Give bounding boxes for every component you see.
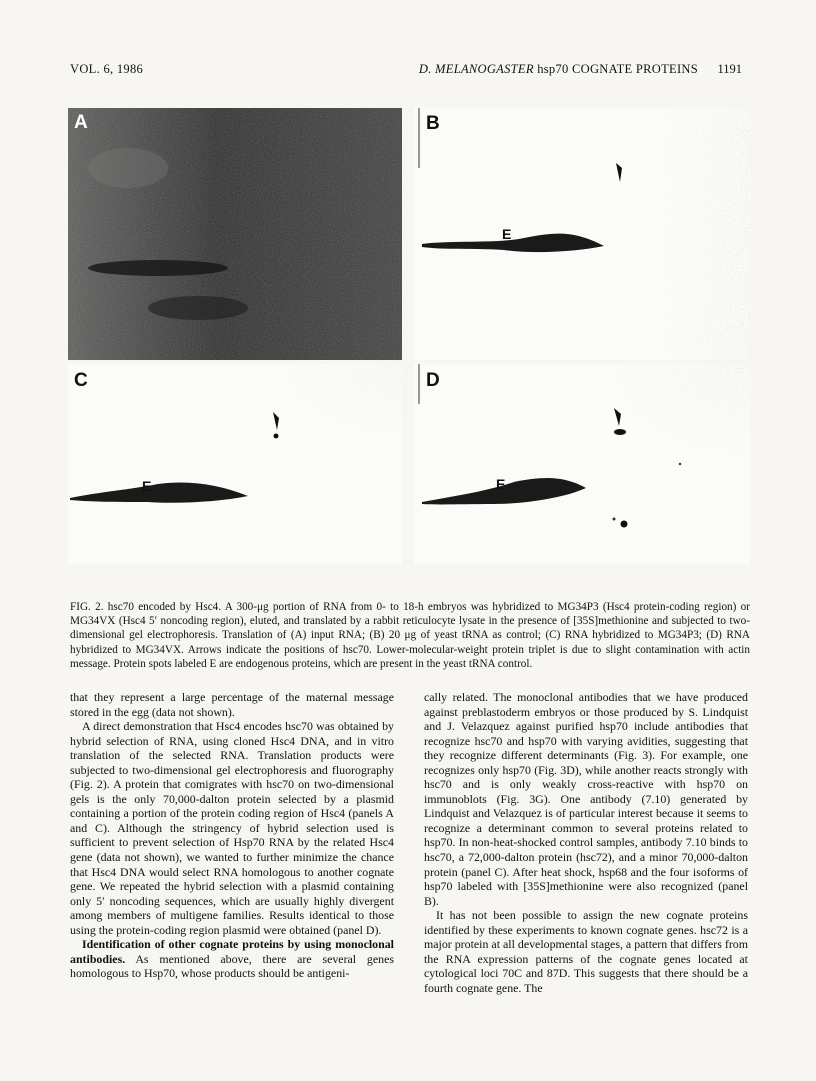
running-title <box>419 62 698 77</box>
figure-caption: FIG. 2. hsc70 encoded by Hsc4. A 300-μg portion of RNA from 0- to 18-h embryos was hybridized to MG34P3 (Hsc4 protein-coding region) or MG34VX (Hsc4 5′ noncoding region), eluted, and translated by a rabbit reticulocyte lysate in the presence of [35S]methionine and subjected to two-dimensional gel electrophoresis. Translation of (A) input RNA; (B) 20 μg of yeast tRNA as control; (C) RNA hybridized to MG34P3; (D) RNA hybridized to MG34VX. Arrows indicate the positions of hsc70. Lower-molecular-weight protein triplet is due to slight contamination with actin message. Protein spots labeled E are endogenous proteins, which are present in the yeast tRNA control. <box>70 601 750 670</box>
running-title-rest: hsp70 COGNATE PROTEINS <box>533 62 698 76</box>
section-heading: Identification of other cognate proteins by using monoclonal antibodies. <box>70 937 394 966</box>
panel-letter-c: C <box>74 370 88 391</box>
left-column <box>70 690 394 981</box>
right-column <box>424 690 748 995</box>
running-head <box>70 62 742 80</box>
gel-c-image <box>68 364 402 564</box>
left-paragraph-3 <box>70 937 394 981</box>
gel-panel-c <box>68 364 402 564</box>
gel-d-image <box>414 364 750 564</box>
panel-letter-a: A <box>74 112 88 133</box>
page-number: 1191 <box>717 62 742 76</box>
right-paragraph-1: cally related. The monoclonal antibodies that we have produced against preblastoderm embryos or those produced by S. Lindquist and J. Velazquez against purified hsp70 include antibodies that recognize hsc70 and hsp70 with varying avidities, suggesting that they recognize different determinants (Fig. 3). For example, one recognizes only hsp70 (Fig. 3D), while another reacts strongly with hsc70 and is only weakly cross-reactive with hsp70 on immunoblots (Fig. 3G). One antibody (7.10) generated by Lindquist and Velazquez is of particular interest because it seems to recognize a determinant common to several proteins related to hsp70. In non-heat-shocked control samples, antibody 7.10 binds to hsc70, a 72,000-dalton protein (hsc72), and a minor 70,000-dalton protein (panel C). After heat shock, hsp68 and the four isoforms of hsp70 labeled with [35S]methionine were also recognized (panel B). <box>424 690 748 908</box>
spot-label-e-c: E <box>142 478 152 494</box>
left-paragraph-3-text: As mentioned above, there are several genes homologous to Hsp70, whose products should be antigeni- <box>70 951 394 981</box>
panel-letter-d: D <box>426 370 440 391</box>
right-paragraph-2: It has not been possible to assign the new cognate proteins identified by these experiments to known cognate genes. hsc72 is a major protein at all developmental stages, a pattern that differs from the RNA expression patterns of the cognate genes located at cytological loci 70C and 87D. This suggests that there should be a fourth cognate gene. The <box>424 908 748 995</box>
panel-letter-b: B <box>426 113 440 134</box>
gel-panel-b <box>414 108 750 360</box>
spot-label-e-d: E <box>496 476 506 492</box>
gel-panel-d <box>414 364 750 564</box>
spot-label-e-b: E <box>502 226 512 242</box>
left-paragraph-1: that they represent a large percentage of the maternal message stored in the egg (data not shown). <box>70 690 394 719</box>
running-title-species: D. MELANOGASTER <box>418 62 534 76</box>
left-paragraph-2: A direct demonstration that Hsc4 encodes hsc70 was obtained by hybrid selection of RNA, using cloned Hsc4 DNA, and in vitro translation of the selected RNA. Translation products were subjected to two-dimensional gel electrophoresis and fluorography (Fig. 2). A protein that comigrates with hsc70 on two-dimensional gels is the only 70,000-dalton protein selected by a plasmid containing a portion of the protein coding region of Hsc4 (panels A and C). Although the stringency of hybrid selection used is sufficient to prevent selection of Hsp70 RNA by the related Hsc4 gene (data not shown), we wanted to further minimize the chance that Hsc4 DNA would select RNA homologous to another cognate gene. We repeated the hybrid selection with a plasmid containing only 5′ noncoding sequences, which are usually highly divergent among members of multigene families. Results identical to those using the protein-coding region plasmid were obtained (panel D). <box>70 719 394 937</box>
gel-a-image <box>68 108 402 360</box>
gel-b-image <box>414 108 750 360</box>
gel-panel-a <box>68 108 402 360</box>
journal-volume: VOL. 6, 1986 <box>70 62 144 76</box>
